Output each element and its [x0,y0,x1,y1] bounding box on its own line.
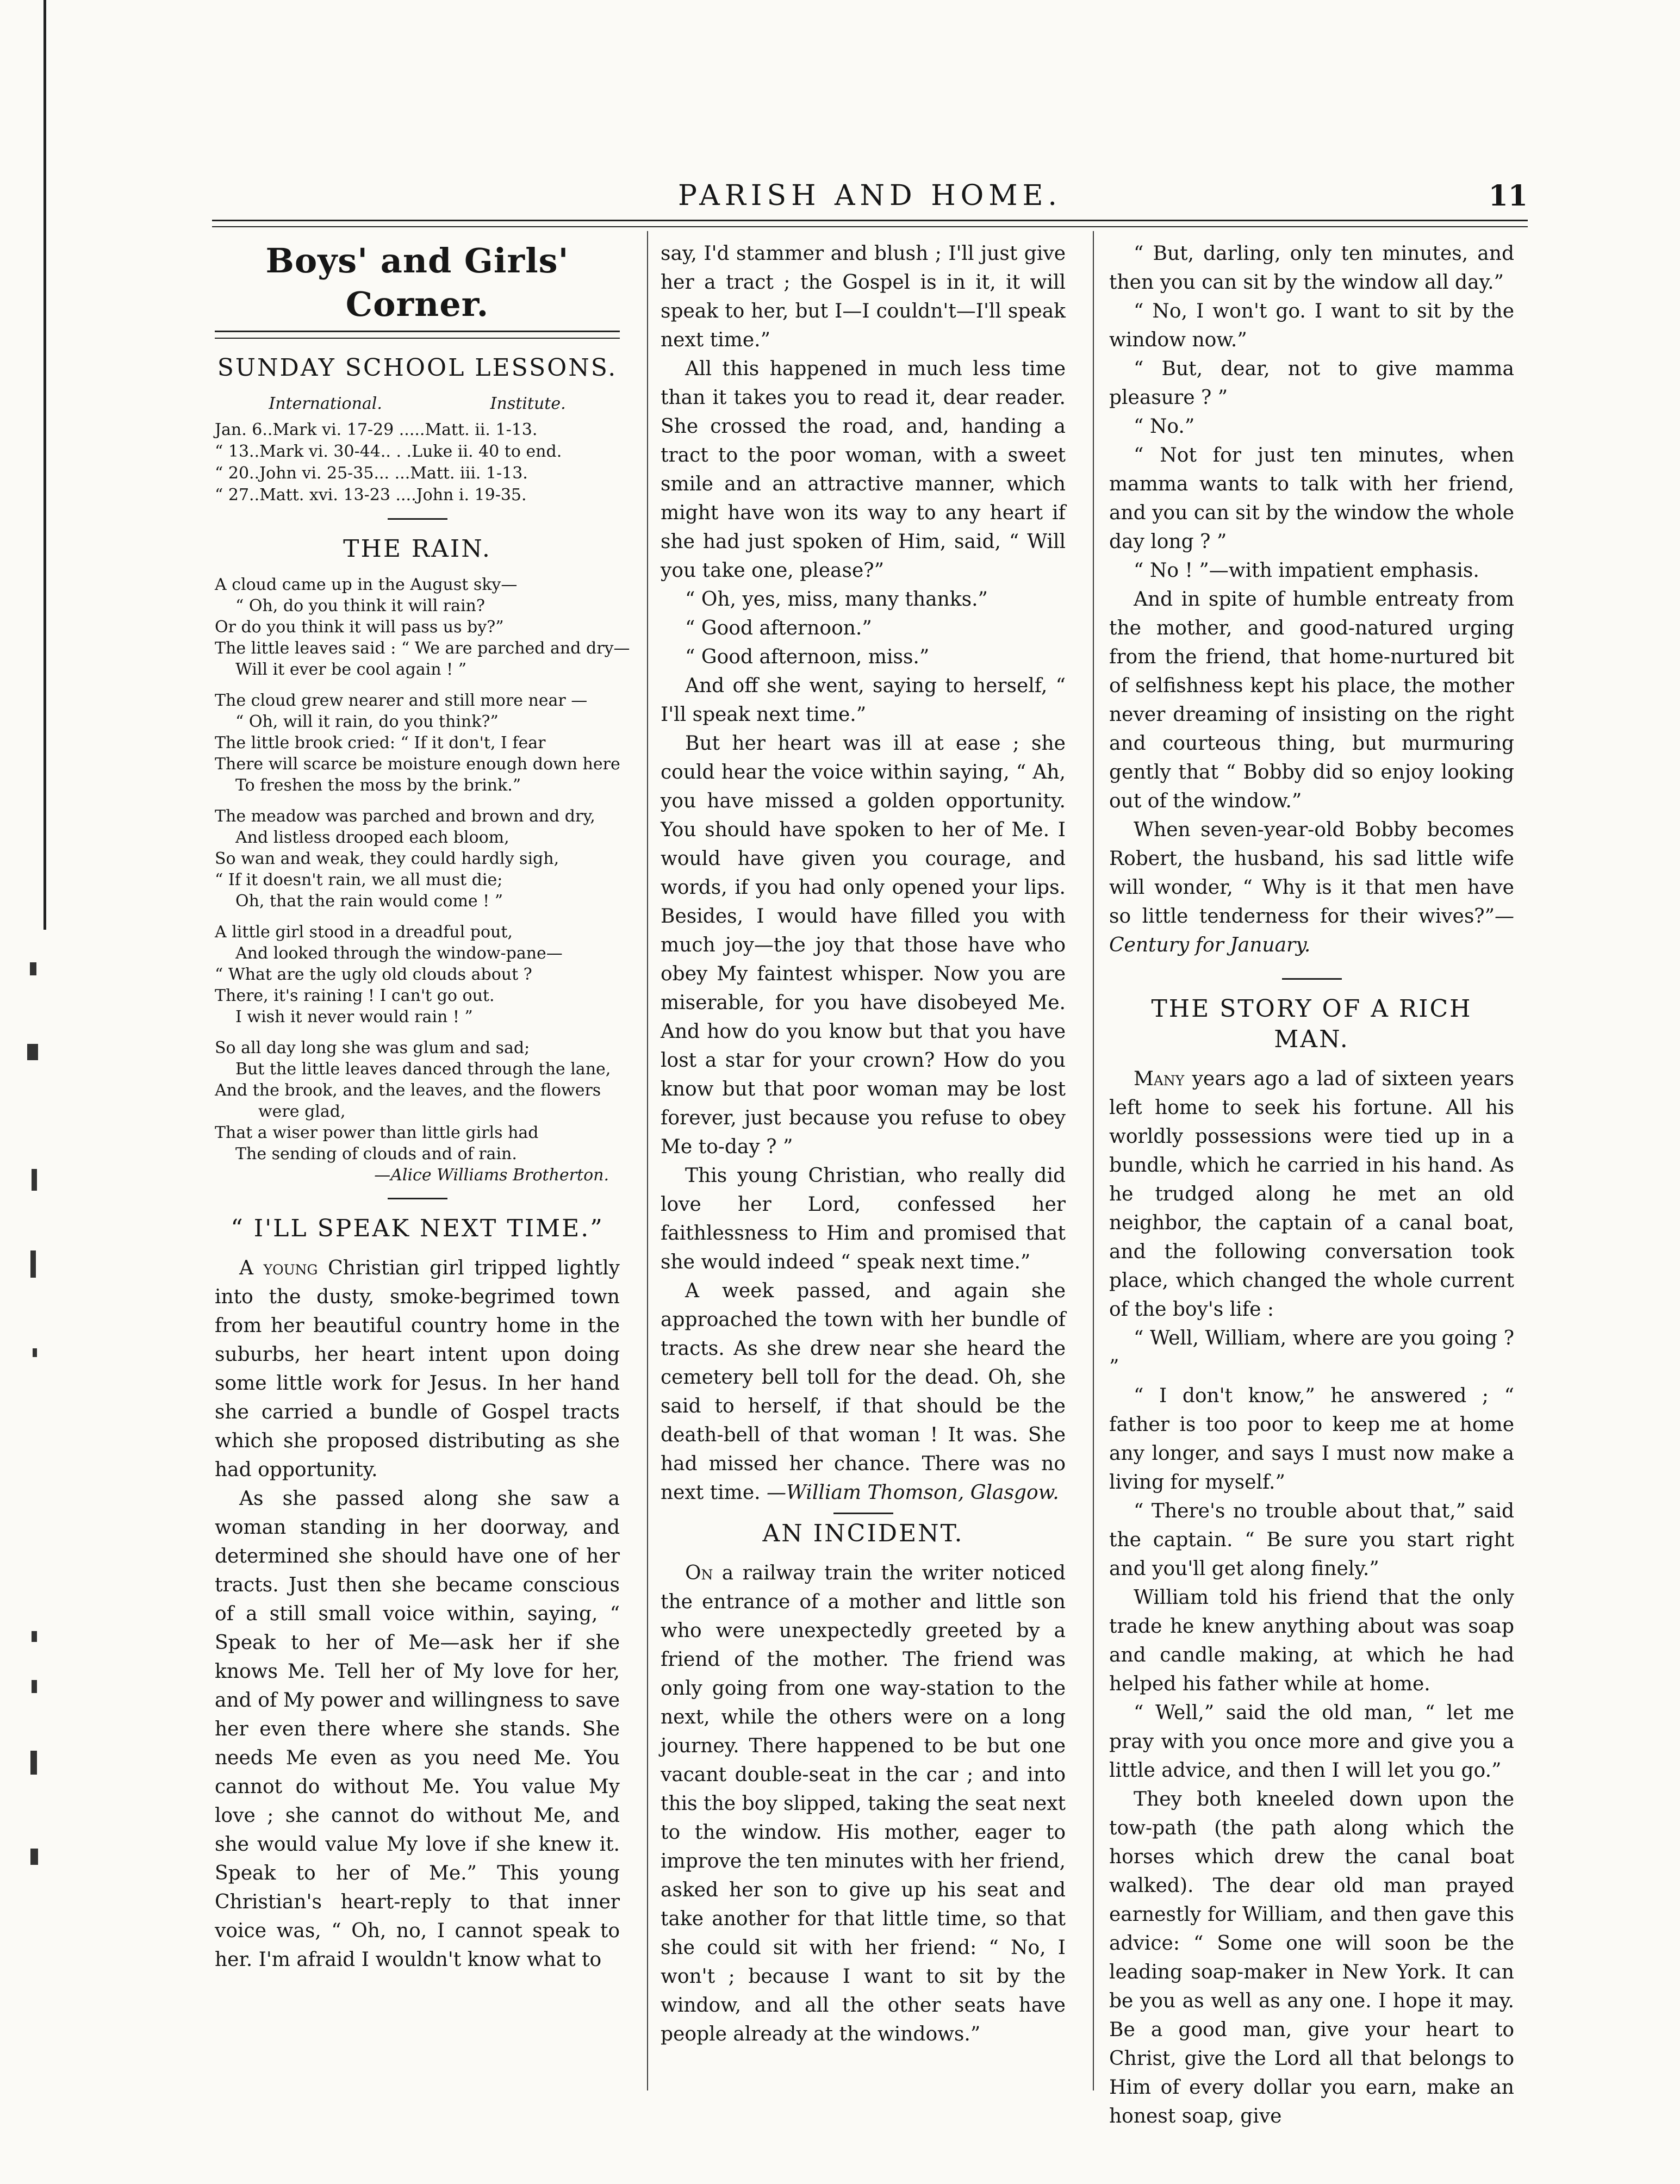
poem-stanza [215,922,620,1028]
poem-line: The cloud grew nearer and still more near — [215,691,588,710]
poem-line: I wish it never would rain ! ” [235,1007,473,1026]
rich-man-paragraph: “ Well, William, where are you going ? ” [1109,1327,1514,1378]
poem-stanza [215,1037,620,1186]
column-rule-1 [647,231,648,2090]
page-number: 11 [1488,179,1528,213]
col-institute: Institute. [490,394,566,413]
poem-line: A cloud came up in the August sky— [215,575,518,594]
story-paragraph: say, I'd stammer and blush ; I'll just give her a tract ; the Gospel is in it, it will speak to her, but I—I couldn't—I'll speak next time.” [661,242,1066,351]
poem-line: That a wiser power than little girls had [215,1123,539,1142]
poem-line: The little brook cried: “ If it don't, I fear [215,733,546,752]
story-paragraph: And off she went, saying to herself, “ I'll speak next time.” [661,675,1066,726]
poem-line: were glad, [258,1102,346,1121]
rich-man-lead-word: Many [1134,1068,1185,1090]
story-paragraph: “ Oh, yes, miss, many thanks.” [685,588,988,611]
running-title: PARISH AND HOME. [678,179,1062,212]
corner-title: Boys' and Girls' Corner. [265,241,569,324]
column-1 [215,239,630,2088]
story-paragraph: All this happened in much less time than it takes you to read it, dear reader. She crossed the road, and, handing a tract to the poor woman, with a sweet smile and an attractive manner, which might have won its way to any heart if she had just spoken of Him, said, “ Will you take one, please?” [661,358,1066,582]
incident-heading: AN INCIDENT. [762,1520,964,1547]
rich-man-text: years ago a lad of sixteen years left home to seek his fortune. All his worldly possessions were tied up in a bundle, which he carried in his hand. As he trudged along he met an old neighbor, the captain of a canal boat, and the following conversation took place, which changed the whole current of the boy's life : [1109,1068,1514,1321]
story-heading: “ I'LL SPEAK NEXT TIME.” [231,1215,604,1242]
lessons-table [215,393,620,506]
incident-lead-word: On [685,1562,713,1584]
section-divider [388,518,447,520]
poem-line: Or do you think it will pass us by?” [215,618,504,637]
incident-paragraph [661,1559,1066,2049]
section-divider [1282,978,1342,980]
lesson-row: Jan. 6..Mark vi. 17-29 .....Matt. ii. 1-13. [215,420,538,439]
rich-man-paragraph: “ Well,” said the old man, “ let me pray with you once more and give you a little advice, and then I will let you go.” [1109,1702,1514,1782]
poem-line: And looked through the window-pane— [235,944,563,963]
poem-line: There will scarce be moisture enough down here [215,755,620,774]
column-rule-2 [1093,231,1094,2090]
rich-man-paragraph: They both kneeled down upon the tow-path (the path along which the horses which drew the canal boat walked). The dear old man prayed earnestly for William, and then gave this advice: “ Some one will soon be the leading soap-maker in New York. It can be you as well as any one. I hope it may. Be a good man, give your heart to Christ, give the Lord all that belongs to Him of every dollar you earn, make an honest soap, give [1109,1788,1514,2127]
poem-line: “ Oh, do you think it will rain? [235,596,485,615]
incident-paragraph: “ But, dear, not to give mamma pleasure ? ” [1109,358,1514,409]
incident-paragraph: “ No ! ”—with impatient emphasis. [1134,559,1479,582]
column-2 [661,239,1066,2088]
lesson-row: “ 20..John vi. 25-35... ...Matt. iii. 1-13. [215,464,528,483]
incident-paragraph: “ But, darling, only ten minutes, and then you can sit by the window all day.” [1109,242,1514,294]
incident-signature: —Century for January. [1109,905,1514,956]
scan-margin-marks [0,0,54,2184]
rain-heading: THE RAIN. [343,535,491,563]
header-rule [212,220,1528,227]
story-paragraph: As she passed along she saw a woman standing in her doorway, and determined she should have one of her tracts. Just then she became conscious of a still small voice within, saying, “ Speak to her of Me—ask her if she knows Me. Tell her of My love for her, and of My power and willingness to save her even there where she stands. She needs Me even as you need Me. You cannot do without Me. You value My love ; she cannot do without Me, and she would value My love if she knew it. Speak to her of Me.” This young Christian's heart-reply to that inner voice was, “ Oh, no, I cannot speak to her. I'm afraid I wouldn't know what to [215,1488,620,1971]
story-text: A week passed, and again she approached the town with her bundle of tracts. As she drew near she heard the cemetery bell toll for the dead. Oh, she said to herself, if that should be the death-bell of that woman ! It was. She had missed her chance. There was no next time. [661,1280,1066,1504]
incident-paragraph [1109,816,1514,960]
incident-paragraph: And in spite of humble entreaty from the mother, and good-natured urging from the friend, that home-nurtured bit of selfishness kept his place, the mother never dreaming of insisting on the right and courteous thing, but murmuring gently that “ Bobby did so enjoy looking out of the window.” [1109,588,1514,812]
poem-signature: —Alice Williams Brotherton. [374,1166,609,1185]
story-paragraph [661,1277,1066,1507]
poem-stanza [215,690,620,796]
rich-man-heading: THE STORY OF A RICH MAN. [1151,995,1472,1053]
story-text: Christian girl tripped lightly into the dusty, smoke-begrimed town from her beautiful country home in the suburbs, her heart intent upon doing some little work for Jesus. In her hand she carried a bundle of Gospel tracts which she proposed distributing as she had opportunity. [215,1257,620,1481]
lessons-heading: SUNDAY SCHOOL LESSONS. [217,354,618,382]
incident-paragraph: “ No.” [1134,415,1195,438]
lesson-row: “ 27..Matt. xvi. 13-23 ....John i. 19-35. [215,486,527,505]
story-paragraph: “ Good afternoon.” [685,617,872,639]
page-header [212,179,1528,223]
incident-paragraph: “ No, I won't go. I want to sit by the window now.” [1109,300,1514,351]
story-paragraph [215,1254,620,1484]
column-3 [1109,239,1514,2127]
poem-line: The little leaves said : “ We are parched and dry— [215,639,630,658]
incident-text: When seven-year-old Bobby becomes Robert, the husband, his sad little wife will wonder, “ Why is it that men have so little tenderness for their wives?” [1109,819,1514,928]
section-divider [388,1198,447,1199]
poem-line: “ If it doesn't rain, we all must die; [215,870,503,889]
poem-line: But the little leaves danced through the lane, [235,1060,611,1079]
title-rule [215,331,620,339]
story-paragraph: “ Good afternoon, miss.” [685,646,930,668]
story-paragraph: This young Christian, who really did love her Lord, confessed her faithlessness to Him and promised that she would indeed “ speak next time.” [661,1165,1066,1273]
col-international: International. [269,394,382,413]
story-paragraph: But her heart was ill at ease ; she could hear the voice within saying, “ Ah, you have missed a golden opportunity. You should have spoken to her of Me. I would have given you courage, and words, if you had only opened your lips. Besides, I would have filled you with much joy—the joy that those have who obey My faintest whisper. Now you are miserable, for you have disobeyed Me. And how do you know but that you have lost a star for your crown? How do you know but that poor woman may be lost forever, just because you refuse to obey Me to-day ? ” [661,732,1066,1158]
poem-line: And the brook, and the leaves, and the flowers [215,1081,601,1100]
poem-line: So all day long she was glum and sad; [215,1038,530,1057]
incident-paragraph: “ Not for just ten minutes, when mamma wants to talk with her friend, and you can sit by the window the whole day long ? ” [1109,444,1514,553]
poem-line: “ What are the ugly old clouds about ? [215,965,532,984]
poem-line: A little girl stood in a dreadful pout, [215,923,513,942]
poem-line: And listless drooped each bloom, [235,828,509,847]
poem-line: The meadow was parched and brown and dry, [215,807,595,826]
poem-stanza [215,574,630,680]
rich-man-paragraph [1109,1065,1514,1324]
poem-stanza [215,806,620,912]
rain-poem [215,574,630,1186]
incident-text: a railway train the writer noticed the entrance of a mother and little son who were unexpectedly greeted by a friend of the mother. The friend was only going from one way-station to the next, while the others were on a long journey. There happened to be but one vacant double-seat in the car ; and into this the boy slipped, taking the seat next to the window. His mother, eager to improve the ten minutes with her friend, asked her son to give up his seat and take another for that little time, so that she could sit with her friend: “ No, I won't ; because I want to sit by the window, and all the other seats have people already at the windows.” [661,1562,1066,2045]
poem-line: To freshen the moss by the brink.” [235,776,521,795]
poem-line: Oh, that the rain would come ! ” [235,892,503,911]
rich-man-paragraph: William told his friend that the only trade he knew anything about was soap and candle making, at which he had helped his father while at home. [1109,1586,1514,1695]
poem-line: So wan and weak, they could hardly sigh, [215,849,559,868]
poem-line: “ Oh, will it rain, do you think?” [235,712,499,731]
lesson-row: “ 13..Mark vi. 30-44.. . .Luke ii. 40 to end. [215,442,562,461]
rich-man-paragraph: “ I don't know,” he answered ; “ father is too poor to keep me at home any longer, and says I must now make a living for myself.” [1109,1385,1514,1494]
story-lead-word: A young [239,1257,318,1279]
section-divider [833,1513,893,1514]
poem-line: Will it ever be cool again ! ” [235,660,467,679]
poem-line: There, it's raining ! I can't go out. [215,986,495,1005]
rich-man-paragraph: “ There's no trouble about that,” said the captain. “ Be sure you start right and you'll get along finely.” [1109,1500,1514,1580]
poem-line: The sending of clouds and of rain. [235,1144,517,1163]
lessons-table-header [215,393,620,415]
story-signature: —William Thomson, Glasgow. [767,1482,1059,1504]
